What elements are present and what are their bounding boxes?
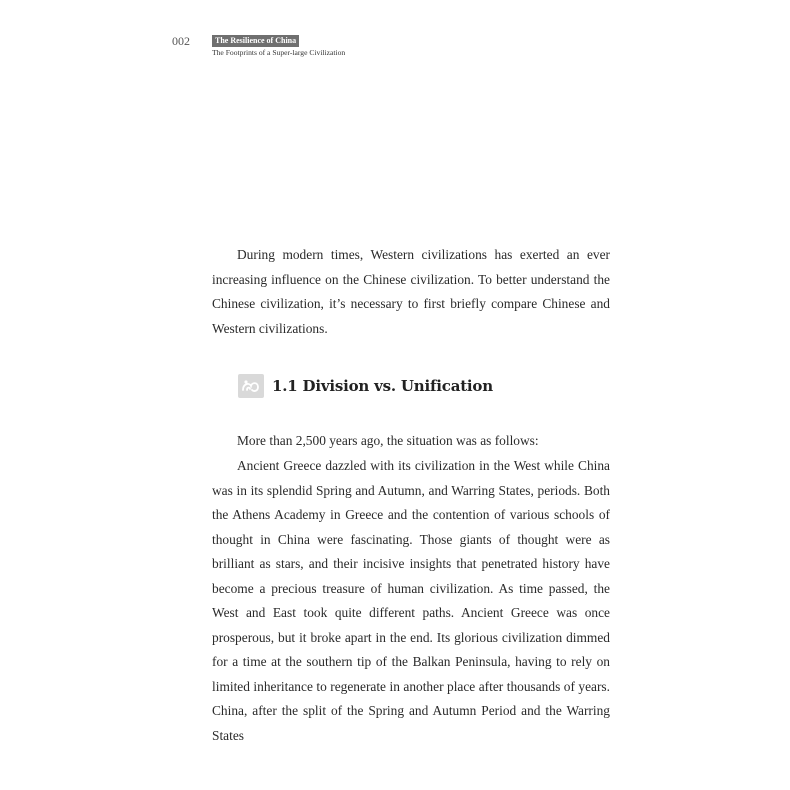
section-heading: 1.1 Division vs. Unification [272,377,493,395]
intro-paragraph: During modern times, Western civilizations has exerted an ever increasing influence on the Chinese civilization. To better understand the Chinese civilization, it’s necessary to first briefly compare Chinese and Western civilizations. [212,247,610,336]
running-header [0,0,790,70]
body-paragraph: More than 2,500 years ago, the situation was as follows: [237,433,539,448]
page-number: 002 [172,34,190,48]
book-subtitle: The Footprints of a Super-large Civilization [212,48,346,57]
cloud-scroll-ornament-icon [238,374,264,398]
book-title-label: The Resilience of China [212,35,299,47]
body-paragraph: Ancient Greece dazzled with its civilization in the West while China was in its splendid Spring and Autumn, and Warring States, periods. Both the Athens Academy in Greece and the contention of various schools of thought in China were fascinating. Those giants of thought were as brilliant as stars, and their incisive insights that penetrated history have become a precious treasure of human civilization. As time passed, the West and East took quite different paths. Ancient Greece was once prosperous, but it broke apart in the end. Its glorious civilization dimmed for a time at the southern tip of the Balkan Peninsula, having to rely on limited inheritance to regenerate in another place after thousands of years. China, after the split of the Spring and Autumn Period and the Warring States [212,458,610,743]
section-heading-block [238,373,493,399]
